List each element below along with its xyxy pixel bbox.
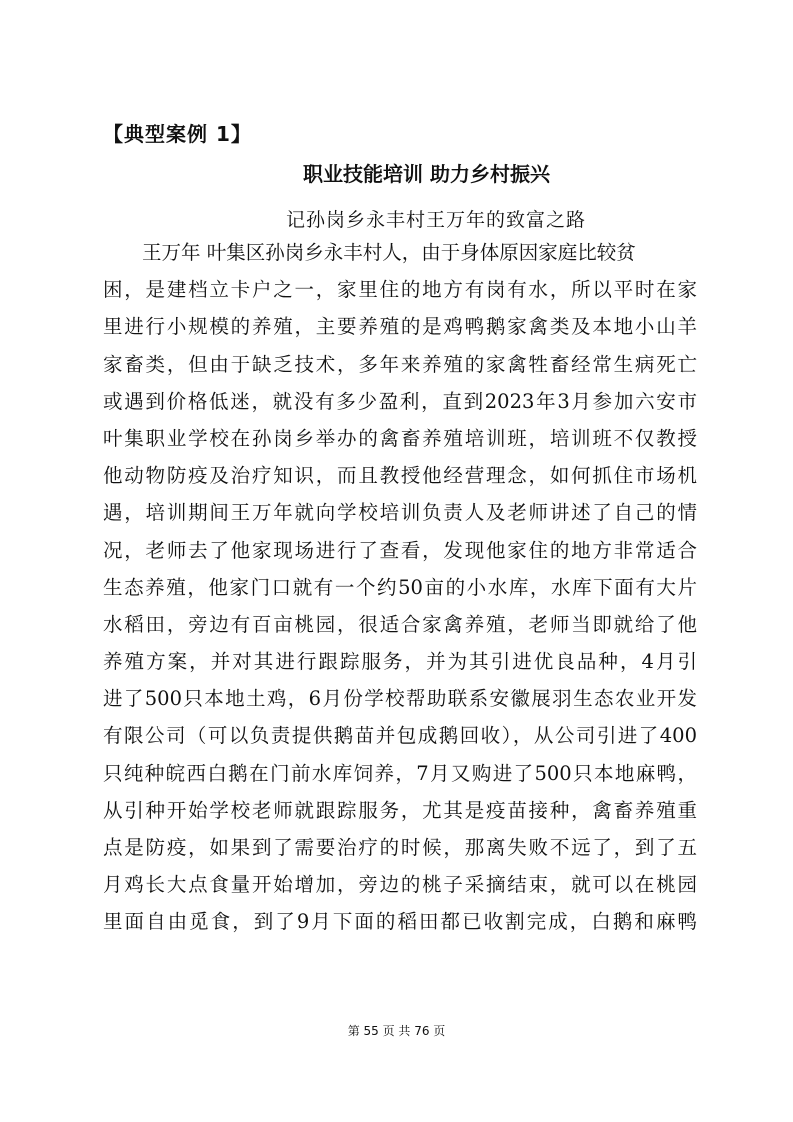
body-line: 家畜类，但由于缺乏技术，多年来养殖的家禽牲畜经常生病死亡 xyxy=(103,352,697,376)
body-line: 或遇到价格低迷，就没有多少盈利，直到2023年3月参加六安市 xyxy=(103,389,697,413)
body-line: 况，老师去了他家现场进行了查看，发现他家住的地方非常适合 xyxy=(103,538,697,562)
body-line: 王万年 叶集区孙岗乡永丰村人，由于身体原因家庭比较贫 xyxy=(142,241,636,264)
document-subtitle: 记孙岗乡永丰村王万年的致富之路 xyxy=(286,209,587,231)
body-line: 水稻田，旁边有百亩桃园，很适合家禽养殖，老师当即就给了他 xyxy=(103,612,697,636)
body-line: 他动物防疫及治疗知识，而且教授他经营理念，如何抓住市场机 xyxy=(103,464,697,488)
body-line: 里进行小规模的养殖，主要养殖的是鸡鸭鹅家禽类及本地小山羊 xyxy=(103,315,697,339)
body-line: 养殖方案，并对其进行跟踪服务，并为其引进优良品种，4月引 xyxy=(103,650,697,674)
body-line: 困，是建档立卡户之一，家里住的地方有岗有水，所以平时在家 xyxy=(103,278,697,302)
body-line: 叶集职业学校在孙岗乡举办的禽畜养殖培训班，培训班不仅教授 xyxy=(103,426,697,450)
document-title: 职业技能培训 助力乡村振兴 xyxy=(303,162,550,186)
body-line: 进了500只本地土鸡，6月份学校帮助联系安徽展羽生态农业开发 xyxy=(103,687,697,711)
body-line: 月鸡长大点食量开始增加，旁边的桃子采摘结束，就可以在桃园 xyxy=(103,873,697,897)
body-text xyxy=(103,234,697,941)
body-line: 有限公司（可以负责提供鹅苗并包成鹅回收），从公司引进了400 xyxy=(103,724,697,748)
case-label: 【典型案例 1】 xyxy=(103,122,252,146)
body-line: 遇，培训期间王万年就向学校培训负责人及老师讲述了自己的情 xyxy=(103,501,697,525)
body-line: 从引种开始学校老师就跟踪服务，尤其是疫苗接种，禽畜养殖重 xyxy=(103,798,697,822)
body-line: 点是防疫，如果到了需要治疗的时候，那离失败不远了，到了五 xyxy=(103,836,697,859)
body-line: 里面自由觅食，到了9月下面的稻田都已收割完成，白鹅和麻鸭 xyxy=(103,910,697,934)
body-line: 生态养殖，他家门口就有一个约50亩的小水库，水库下面有大片 xyxy=(103,575,697,599)
body-line: 只纯种皖西白鹅在门前水库饲养，7月又购进了500只本地麻鸭， xyxy=(103,761,697,785)
page-footer: 第 55 页 共 76 页 xyxy=(347,1024,446,1038)
